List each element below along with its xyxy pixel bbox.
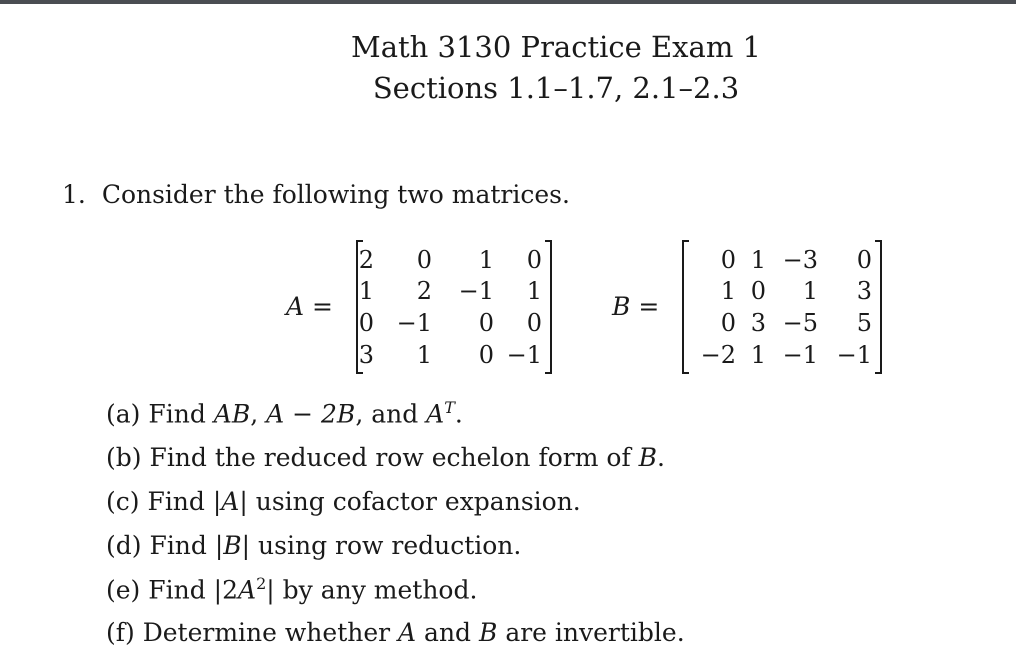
part-d <box>106 531 521 560</box>
part-text: Find <box>148 399 214 429</box>
exam-title: Math 3130 Practice Exam 1 <box>351 30 761 64</box>
math-a: A <box>221 487 240 516</box>
matrix-b-cell: 5 <box>856 309 872 337</box>
part-text: | by any method. <box>266 575 478 605</box>
exam-subtitle: Sections 1.1–1.7, 2.1–2.3 <box>372 71 740 105</box>
matrix-b-cell: −3 <box>782 246 818 274</box>
part-marker: (b) <box>106 443 142 472</box>
matrix-a-cell: 1 <box>358 277 374 305</box>
matrix-b <box>682 240 882 374</box>
math-a: A <box>426 399 445 429</box>
part-text: . <box>657 443 665 472</box>
transpose-superscript: T <box>444 398 455 417</box>
part-f <box>106 618 685 647</box>
math-a-minus-2b: A − 2B <box>266 399 356 429</box>
question-number: 1. <box>62 180 86 209</box>
matrix-b-cell: 3 <box>856 277 872 305</box>
math-b: B <box>223 531 242 560</box>
matrix-b-left-bracket <box>682 240 689 374</box>
matrix-b-symbol: B <box>612 292 631 321</box>
matrix-b-cell: 0 <box>750 277 766 305</box>
part-text: Determine whether <box>142 618 399 647</box>
matrix-a-right-bracket <box>545 240 552 374</box>
part-text: are invertible. <box>497 618 685 647</box>
part-b <box>106 443 665 472</box>
question-text: Consider the following two matrices. <box>101 180 570 209</box>
matrix-b-cell: −2 <box>700 341 736 369</box>
matrix-b-cell: 0 <box>720 309 736 337</box>
math-a: A <box>398 618 417 647</box>
matrix-b-cell: −1 <box>782 341 818 369</box>
matrix-b-cell: 3 <box>750 309 766 337</box>
part-marker: (e) <box>106 575 141 605</box>
matrix-b-cell: 1 <box>750 341 766 369</box>
part-marker: (d) <box>106 531 142 560</box>
math-b: B <box>479 618 498 647</box>
equals-sign-b: = <box>630 292 660 321</box>
matrix-a-cell: −1 <box>506 341 542 369</box>
matrix-a <box>356 240 552 374</box>
matrix-b-right-bracket <box>875 240 882 374</box>
matrix-a-cell: 0 <box>526 246 542 274</box>
top-border <box>0 0 1016 4</box>
matrix-b-cell: 1 <box>802 277 818 305</box>
matrix-a-cell: 2 <box>358 246 374 274</box>
part-text: . <box>454 399 463 429</box>
part-a <box>106 398 463 428</box>
matrix-b-label <box>612 292 659 321</box>
matrix-a-cell: 1 <box>478 246 494 274</box>
part-text: , <box>250 399 267 429</box>
matrix-b-cell: 0 <box>856 246 872 274</box>
matrix-a-cell: 0 <box>478 341 494 369</box>
part-marker: (c) <box>106 487 140 516</box>
matrix-a-cell: 2 <box>416 277 432 305</box>
part-marker: (f) <box>106 618 135 647</box>
part-text: Find the reduced row echelon form of <box>149 443 639 472</box>
matrix-a-cell: 0 <box>358 309 374 337</box>
math-ab: AB <box>213 399 251 429</box>
matrix-a-cell: 0 <box>526 309 542 337</box>
matrix-a-cell: 0 <box>416 246 432 274</box>
math-a: A <box>238 575 257 605</box>
part-text: Find | <box>147 487 222 516</box>
part-text: | using row reduction. <box>241 531 522 560</box>
matrix-a-cell: 3 <box>358 341 374 369</box>
part-e <box>106 574 477 604</box>
matrix-b-cell: −1 <box>836 341 872 369</box>
part-text: and <box>416 618 479 647</box>
question-1 <box>62 180 570 209</box>
matrix-a-cell: 0 <box>478 309 494 337</box>
part-text: | using cofactor expansion. <box>239 487 581 516</box>
matrix-b-cell: 1 <box>750 246 766 274</box>
part-text: Find |2 <box>148 575 238 605</box>
matrix-a-cell: −1 <box>396 309 432 337</box>
matrix-b-cell: −5 <box>782 309 818 337</box>
matrix-a-label <box>286 292 333 321</box>
part-text: , and <box>355 399 427 429</box>
matrix-a-symbol: A <box>286 292 305 321</box>
part-marker: (a) <box>106 399 141 429</box>
matrix-a-cell: 1 <box>416 341 432 369</box>
part-text: Find | <box>149 531 224 560</box>
square-superscript: 2 <box>256 574 267 593</box>
matrix-a-cell: −1 <box>458 277 494 305</box>
equals-sign-a: = <box>304 292 333 321</box>
matrix-a-cell: 1 <box>526 277 542 305</box>
math-b: B <box>638 443 658 472</box>
matrix-b-cell: 0 <box>720 246 736 274</box>
matrix-b-cell: 1 <box>720 277 736 305</box>
part-c <box>106 487 581 516</box>
